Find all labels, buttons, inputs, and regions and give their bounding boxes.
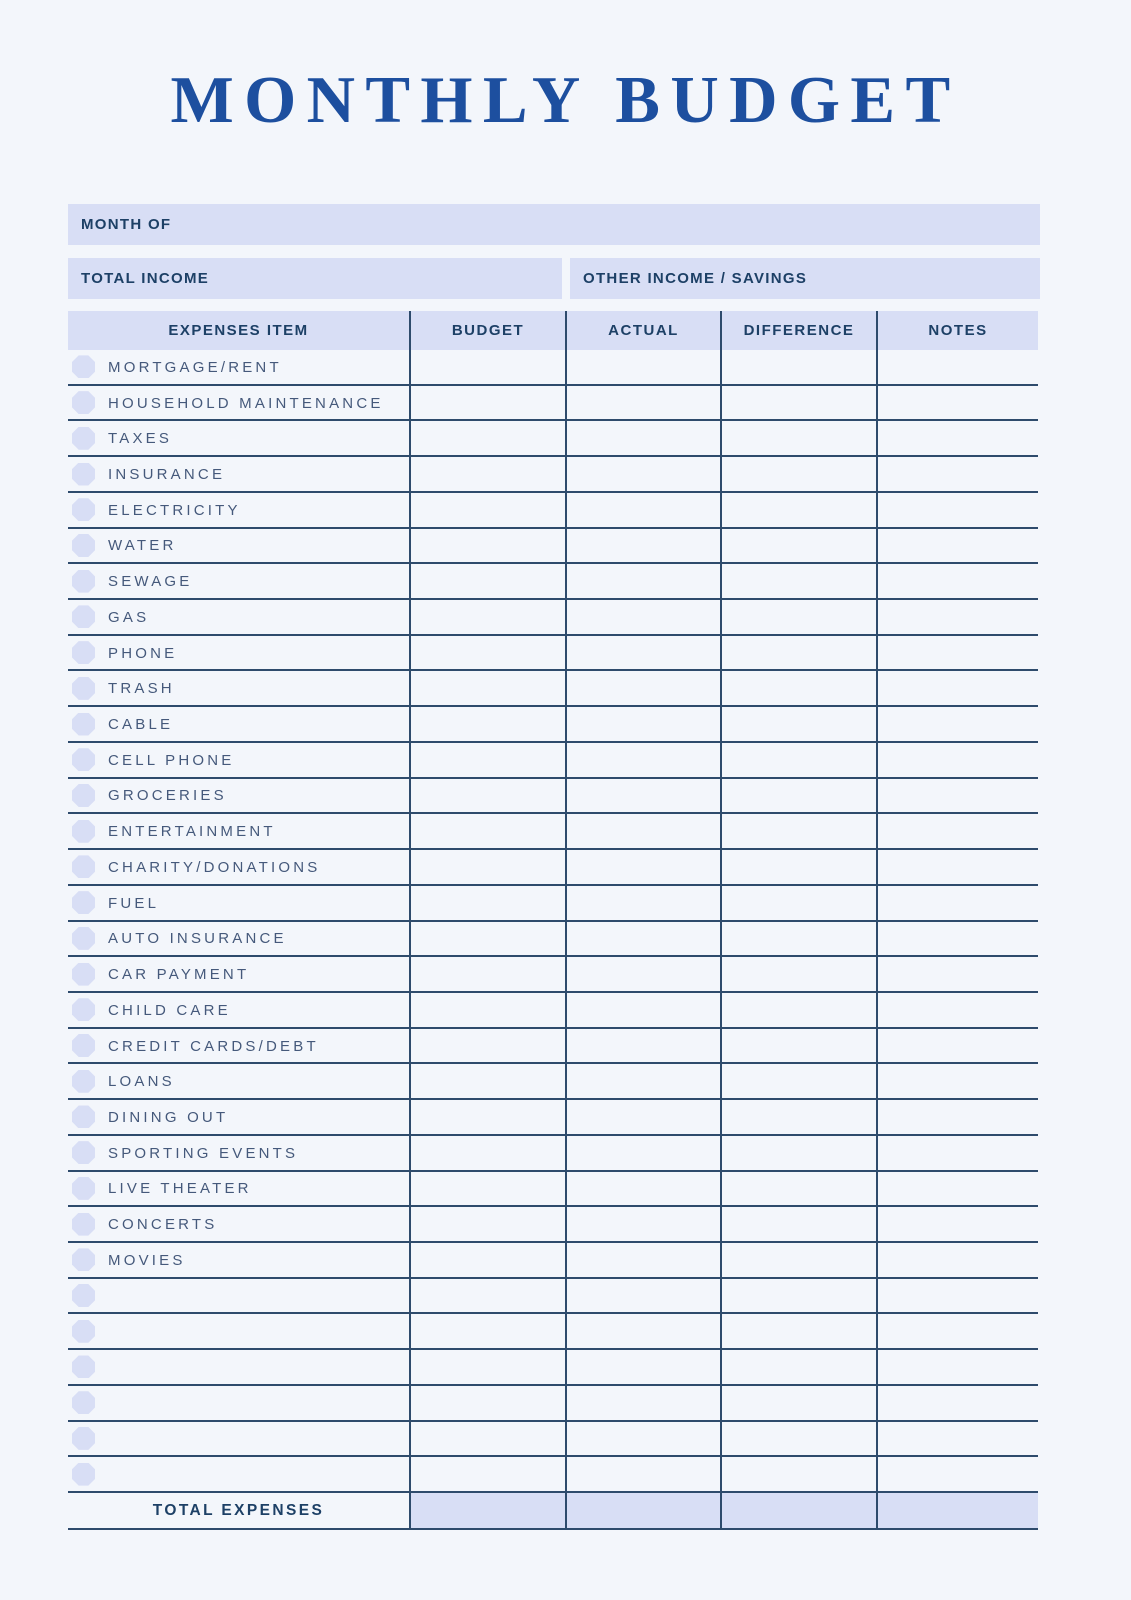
table-row — [68, 1279, 1038, 1315]
notes-cell[interactable] — [876, 743, 1038, 777]
bullet-circle-icon — [72, 605, 95, 628]
expense-item-cell — [68, 1386, 409, 1420]
expense-item-cell — [68, 1100, 409, 1134]
expense-item-cell — [68, 1172, 409, 1206]
bullet-circle-icon — [72, 1320, 95, 1343]
bullet-circle-icon — [72, 820, 95, 843]
bullet-circle-icon — [72, 1427, 95, 1450]
budget-cell[interactable] — [409, 1350, 565, 1384]
expense-item-label: TRASH — [108, 680, 175, 698]
expense-item-cell — [68, 1029, 409, 1063]
notes-cell[interactable] — [876, 957, 1038, 991]
expense-item-label: CELL PHONE — [108, 751, 235, 769]
expenses-table — [68, 311, 1038, 1530]
expense-item-label: FUEL — [108, 894, 160, 912]
notes-cell[interactable] — [876, 600, 1038, 634]
total-difference-cell[interactable] — [720, 1493, 876, 1528]
difference-cell[interactable] — [720, 814, 876, 848]
notes-cell[interactable] — [876, 886, 1038, 920]
expense-item-cell — [68, 636, 409, 670]
bullet-circle-icon — [72, 927, 95, 950]
notes-cell[interactable] — [876, 493, 1038, 527]
actual-cell[interactable] — [565, 1029, 720, 1063]
table-row — [68, 1243, 1038, 1279]
actual-cell[interactable] — [565, 600, 720, 634]
difference-cell[interactable] — [720, 886, 876, 920]
notes-cell[interactable] — [876, 636, 1038, 670]
difference-cell[interactable] — [720, 1100, 876, 1134]
budget-cell[interactable] — [409, 1279, 565, 1313]
difference-cell[interactable] — [720, 779, 876, 813]
other-income-savings-label: OTHER INCOME / SAVINGS — [583, 270, 808, 287]
expense-item-cell — [68, 993, 409, 1027]
table-row — [68, 564, 1038, 600]
table-row — [68, 1350, 1038, 1386]
table-row — [68, 993, 1038, 1029]
difference-cell[interactable] — [720, 1386, 876, 1420]
actual-cell[interactable] — [565, 457, 720, 491]
expense-item-cell — [68, 1314, 409, 1348]
column-header-difference: DIFFERENCE — [720, 311, 876, 350]
bullet-circle-icon — [72, 748, 95, 771]
actual-cell[interactable] — [565, 1243, 720, 1277]
column-header-budget: BUDGET — [409, 311, 565, 350]
actual-cell[interactable] — [565, 993, 720, 1027]
difference-cell[interactable] — [720, 1314, 876, 1348]
table-row — [68, 957, 1038, 993]
table-row — [68, 1207, 1038, 1243]
expense-item-cell — [68, 1457, 409, 1491]
bullet-circle-icon — [72, 1248, 95, 1271]
table-header-row — [68, 311, 1038, 350]
expense-item-cell — [68, 1207, 409, 1241]
expense-item-label: GROCERIES — [108, 787, 227, 805]
table-row — [68, 671, 1038, 707]
difference-cell[interactable] — [720, 671, 876, 705]
difference-cell[interactable] — [720, 1207, 876, 1241]
actual-cell[interactable] — [565, 421, 720, 455]
column-header-expenses-item: EXPENSES ITEM — [168, 322, 309, 339]
table-row — [68, 922, 1038, 958]
difference-cell[interactable] — [720, 1243, 876, 1277]
expense-item-label: LOANS — [108, 1073, 175, 1091]
table-row — [68, 457, 1038, 493]
notes-cell[interactable] — [876, 671, 1038, 705]
expense-item-label: TAXES — [108, 430, 173, 448]
notes-cell[interactable] — [876, 850, 1038, 884]
table-row — [68, 421, 1038, 457]
table-row — [68, 1064, 1038, 1100]
actual-cell[interactable] — [565, 1314, 720, 1348]
budget-cell[interactable] — [409, 493, 565, 527]
notes-cell[interactable] — [876, 993, 1038, 1027]
difference-cell[interactable] — [720, 1279, 876, 1313]
expense-item-label: GAS — [108, 608, 150, 626]
total-income-label: TOTAL INCOME — [81, 270, 210, 287]
expense-item-label: WATER — [108, 537, 177, 555]
difference-cell[interactable] — [720, 350, 876, 384]
expense-item-label: CABLE — [108, 716, 174, 734]
bullet-circle-icon — [72, 534, 95, 557]
bullet-circle-icon — [72, 1105, 95, 1128]
budget-cell[interactable] — [409, 814, 565, 848]
bullet-circle-icon — [72, 677, 95, 700]
bullet-circle-icon — [72, 1034, 95, 1057]
budget-cell[interactable] — [409, 600, 565, 634]
notes-cell[interactable] — [876, 421, 1038, 455]
actual-cell[interactable] — [565, 1207, 720, 1241]
page-title: MONTHLY BUDGET — [170, 63, 961, 137]
notes-cell[interactable] — [876, 1422, 1038, 1456]
difference-cell[interactable] — [720, 1064, 876, 1098]
expense-item-cell — [68, 1422, 409, 1456]
difference-cell[interactable] — [720, 636, 876, 670]
notes-cell[interactable] — [876, 1207, 1038, 1241]
actual-cell[interactable] — [565, 1422, 720, 1456]
table-row — [68, 886, 1038, 922]
bullet-circle-icon — [72, 998, 95, 1021]
table-row — [68, 707, 1038, 743]
total-notes-cell[interactable] — [876, 1493, 1038, 1528]
bullet-circle-icon — [72, 1284, 95, 1307]
actual-cell[interactable] — [565, 350, 720, 384]
expense-item-label: CHILD CARE — [108, 1001, 231, 1019]
notes-cell[interactable] — [876, 1172, 1038, 1206]
month-of-field[interactable] — [68, 204, 1040, 245]
table-row — [68, 814, 1038, 850]
total-budget-cell[interactable] — [409, 1493, 565, 1528]
budget-cell[interactable] — [409, 386, 565, 420]
budget-cell[interactable] — [409, 350, 565, 384]
budget-cell[interactable] — [409, 1243, 565, 1277]
total-income-field[interactable] — [68, 258, 562, 299]
total-actual-cell[interactable] — [565, 1493, 720, 1528]
difference-cell[interactable] — [720, 1136, 876, 1170]
table-row — [68, 1136, 1038, 1172]
expense-item-cell — [68, 743, 409, 777]
expense-item-cell — [68, 922, 409, 956]
budget-cell[interactable] — [409, 743, 565, 777]
budget-cell[interactable] — [409, 707, 565, 741]
actual-cell[interactable] — [565, 1100, 720, 1134]
table-row — [68, 779, 1038, 815]
bullet-circle-icon — [72, 570, 95, 593]
actual-cell[interactable] — [565, 779, 720, 813]
budget-cell[interactable] — [409, 1029, 565, 1063]
bullet-circle-icon — [72, 355, 95, 378]
expense-item-cell — [68, 814, 409, 848]
notes-cell[interactable] — [876, 1279, 1038, 1313]
actual-cell[interactable] — [565, 493, 720, 527]
total-expenses-label: TOTAL EXPENSES — [152, 1501, 325, 1519]
notes-cell[interactable] — [876, 1243, 1038, 1277]
notes-cell[interactable] — [876, 922, 1038, 956]
expense-item-label: SEWAGE — [108, 573, 193, 591]
bullet-circle-icon — [72, 641, 95, 664]
expense-item-cell — [68, 386, 409, 420]
expense-item-label: CHARITY/DONATIONS — [108, 858, 321, 876]
notes-cell[interactable] — [876, 386, 1038, 420]
bullet-circle-icon — [72, 963, 95, 986]
table-row — [68, 1172, 1038, 1208]
bullet-circle-icon — [72, 391, 95, 414]
expense-item-label: ELECTRICITY — [108, 501, 241, 519]
budget-cell[interactable] — [409, 564, 565, 598]
notes-cell[interactable] — [876, 529, 1038, 563]
expense-item-cell — [68, 671, 409, 705]
column-header-notes: NOTES — [876, 311, 1038, 350]
bullet-circle-icon — [72, 1141, 95, 1164]
table-row — [68, 743, 1038, 779]
bullet-circle-icon — [72, 1177, 95, 1200]
budget-cell[interactable] — [409, 1064, 565, 1098]
expense-item-label: DINING OUT — [108, 1108, 229, 1126]
table-body — [68, 350, 1038, 1493]
actual-cell[interactable] — [565, 1136, 720, 1170]
table-row — [68, 386, 1038, 422]
expense-item-label: MOVIES — [108, 1251, 186, 1269]
table-row — [68, 1100, 1038, 1136]
budget-cell[interactable] — [409, 671, 565, 705]
budget-cell[interactable] — [409, 529, 565, 563]
actual-cell[interactable] — [565, 1172, 720, 1206]
expense-item-cell — [68, 850, 409, 884]
budget-cell[interactable] — [409, 957, 565, 991]
table-row — [68, 350, 1038, 386]
budget-cell[interactable] — [409, 779, 565, 813]
actual-cell[interactable] — [565, 1064, 720, 1098]
expense-item-cell — [68, 957, 409, 991]
budget-cell[interactable] — [409, 1136, 565, 1170]
budget-cell[interactable] — [409, 850, 565, 884]
budget-cell[interactable] — [409, 1100, 565, 1134]
actual-cell[interactable] — [565, 671, 720, 705]
notes-cell[interactable] — [876, 1064, 1038, 1098]
expense-item-cell — [68, 564, 409, 598]
budget-cell[interactable] — [409, 922, 565, 956]
difference-cell[interactable] — [720, 707, 876, 741]
table-row — [68, 1422, 1038, 1458]
bullet-circle-icon — [72, 427, 95, 450]
difference-cell[interactable] — [720, 457, 876, 491]
expense-item-label: CONCERTS — [108, 1216, 218, 1234]
budget-cell[interactable] — [409, 421, 565, 455]
expense-item-label: AUTO INSURANCE — [108, 930, 287, 948]
notes-cell[interactable] — [876, 350, 1038, 384]
difference-cell[interactable] — [720, 1172, 876, 1206]
bullet-circle-icon — [72, 784, 95, 807]
expense-item-label: MORTGAGE/RENT — [108, 358, 282, 376]
difference-cell[interactable] — [720, 529, 876, 563]
budget-cell[interactable] — [409, 886, 565, 920]
budget-cell[interactable] — [409, 1172, 565, 1206]
actual-cell[interactable] — [565, 850, 720, 884]
difference-cell[interactable] — [720, 564, 876, 598]
bullet-circle-icon — [72, 1355, 95, 1378]
expense-item-cell — [68, 1064, 409, 1098]
expense-item-cell — [68, 600, 409, 634]
budget-cell[interactable] — [409, 1314, 565, 1348]
expense-item-cell — [68, 457, 409, 491]
table-row — [68, 600, 1038, 636]
expense-item-cell — [68, 421, 409, 455]
actual-cell[interactable] — [565, 886, 720, 920]
expense-item-cell — [68, 529, 409, 563]
notes-cell[interactable] — [876, 814, 1038, 848]
actual-cell[interactable] — [565, 1457, 720, 1491]
difference-cell[interactable] — [720, 850, 876, 884]
notes-cell[interactable] — [876, 1100, 1038, 1134]
difference-cell[interactable] — [720, 957, 876, 991]
bullet-circle-icon — [72, 855, 95, 878]
difference-cell[interactable] — [720, 993, 876, 1027]
actual-cell[interactable] — [565, 814, 720, 848]
expense-item-label: SPORTING EVENTS — [108, 1144, 299, 1162]
expense-item-label: LIVE THEATER — [108, 1180, 252, 1198]
budget-cell[interactable] — [409, 1457, 565, 1491]
expense-item-cell — [68, 1136, 409, 1170]
difference-cell[interactable] — [720, 1350, 876, 1384]
notes-cell[interactable] — [876, 457, 1038, 491]
table-row — [68, 529, 1038, 565]
table-row — [68, 636, 1038, 672]
column-header-actual: ACTUAL — [565, 311, 720, 350]
difference-cell[interactable] — [720, 421, 876, 455]
notes-cell[interactable] — [876, 1386, 1038, 1420]
expense-item-cell — [68, 1243, 409, 1277]
actual-cell[interactable] — [565, 957, 720, 991]
notes-cell[interactable] — [876, 1350, 1038, 1384]
expense-item-cell — [68, 350, 409, 384]
budget-cell[interactable] — [409, 1207, 565, 1241]
actual-cell[interactable] — [565, 1279, 720, 1313]
expense-item-cell — [68, 1279, 409, 1313]
notes-cell[interactable] — [876, 779, 1038, 813]
bullet-circle-icon — [72, 713, 95, 736]
expense-item-label: INSURANCE — [108, 466, 226, 484]
actual-cell[interactable] — [565, 636, 720, 670]
actual-cell[interactable] — [565, 1350, 720, 1384]
difference-cell[interactable] — [720, 743, 876, 777]
actual-cell[interactable] — [565, 529, 720, 563]
difference-cell[interactable] — [720, 386, 876, 420]
difference-cell[interactable] — [720, 922, 876, 956]
table-row — [68, 493, 1038, 529]
expense-item-label: HOUSEHOLD MAINTENANCE — [108, 394, 384, 412]
notes-cell[interactable] — [876, 1029, 1038, 1063]
difference-cell[interactable] — [720, 1422, 876, 1456]
budget-cell[interactable] — [409, 1422, 565, 1456]
expense-item-label: CREDIT CARDS/DEBT — [108, 1037, 319, 1055]
bullet-circle-icon — [72, 1391, 95, 1414]
actual-cell[interactable] — [565, 707, 720, 741]
actual-cell[interactable] — [565, 564, 720, 598]
actual-cell[interactable] — [565, 1386, 720, 1420]
table-row — [68, 850, 1038, 886]
total-expenses-row — [68, 1493, 1038, 1530]
expense-item-cell — [68, 707, 409, 741]
month-of-label: MONTH OF — [81, 216, 172, 233]
other-income-savings-field[interactable] — [570, 258, 1040, 299]
bullet-circle-icon — [72, 1070, 95, 1093]
notes-cell[interactable] — [876, 707, 1038, 741]
actual-cell[interactable] — [565, 922, 720, 956]
budget-cell[interactable] — [409, 457, 565, 491]
bullet-circle-icon — [72, 1463, 95, 1486]
bullet-circle-icon — [72, 891, 95, 914]
table-row — [68, 1386, 1038, 1422]
table-row — [68, 1029, 1038, 1065]
budget-cell[interactable] — [409, 993, 565, 1027]
difference-cell[interactable] — [720, 1457, 876, 1491]
expense-item-label: CAR PAYMENT — [108, 966, 250, 984]
notes-cell[interactable] — [876, 1136, 1038, 1170]
expense-item-label: ENTERTAINMENT — [108, 823, 276, 841]
difference-cell[interactable] — [720, 1029, 876, 1063]
actual-cell[interactable] — [565, 743, 720, 777]
expense-item-cell — [68, 779, 409, 813]
notes-cell[interactable] — [876, 1457, 1038, 1491]
notes-cell[interactable] — [876, 564, 1038, 598]
table-row — [68, 1314, 1038, 1350]
actual-cell[interactable] — [565, 386, 720, 420]
bullet-circle-icon — [72, 1213, 95, 1236]
difference-cell[interactable] — [720, 600, 876, 634]
budget-cell[interactable] — [409, 1386, 565, 1420]
expense-item-label: PHONE — [108, 644, 178, 662]
expense-item-cell — [68, 493, 409, 527]
budget-cell[interactable] — [409, 636, 565, 670]
difference-cell[interactable] — [720, 493, 876, 527]
expense-item-cell — [68, 1350, 409, 1384]
notes-cell[interactable] — [876, 1314, 1038, 1348]
bullet-circle-icon — [72, 498, 95, 521]
expense-item-cell — [68, 886, 409, 920]
table-row — [68, 1457, 1038, 1493]
bullet-circle-icon — [72, 463, 95, 486]
